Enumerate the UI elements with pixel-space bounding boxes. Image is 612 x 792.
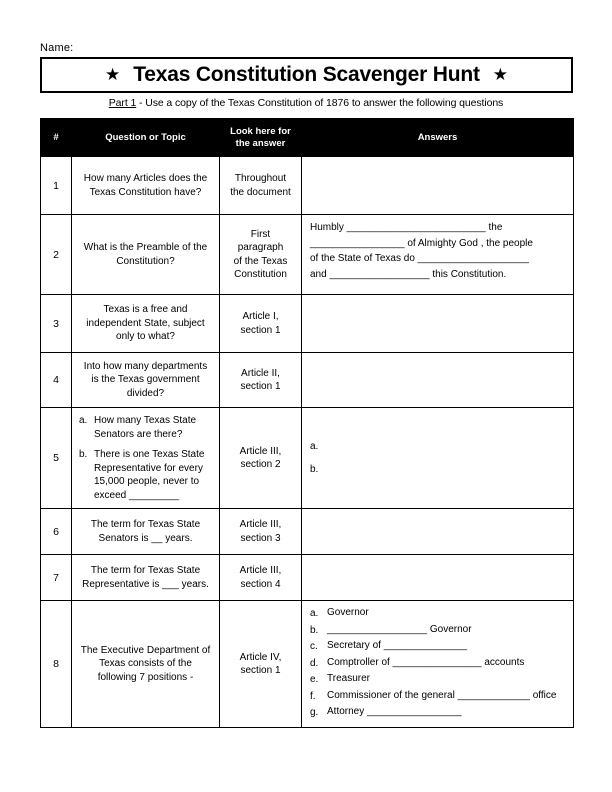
list-marker: d. [310, 657, 319, 669]
table-row [41, 601, 574, 728]
row-location: Article II, section 1 [220, 353, 302, 408]
row-answer-field[interactable] [302, 295, 574, 353]
question-sublist [79, 414, 214, 502]
row-number: 3 [41, 295, 72, 353]
table-body [41, 157, 574, 728]
row-answer-field[interactable] [302, 509, 574, 555]
list-marker: b. [79, 449, 88, 460]
row-location: Throughout the document [220, 157, 302, 215]
list-marker: f. [310, 690, 316, 702]
list-text: Governor [327, 607, 369, 618]
answer-sublist-item[interactable] [310, 462, 565, 478]
page-title: Texas Constitution Scavenger Hunt [133, 63, 480, 86]
answer-sublist-item[interactable] [310, 672, 565, 688]
table-row [41, 157, 574, 215]
row-question: The term for Texas State Senators is __ years. [72, 509, 220, 555]
answer-sublist [310, 439, 565, 477]
name-label: Name: [40, 42, 74, 54]
answer-line: of the State of Texas do ____________________ [310, 253, 529, 264]
answer-sublist-item[interactable] [310, 656, 565, 672]
row-number: 5 [41, 408, 72, 509]
answer-sublist-item[interactable] [310, 439, 565, 455]
answer-line: Humbly _________________________ the [310, 222, 503, 233]
row-question: How many Articles does the Texas Constitution have? [72, 157, 220, 215]
row-location: Article IV, section 1 [220, 601, 302, 728]
column-header-question: Question or Topic [72, 119, 220, 157]
answer-line: _________________ of Almighty God , the people [310, 237, 533, 249]
row-question: The Executive Department of Texas consists of the following 7 positions - [72, 601, 220, 728]
row-answer-field[interactable] [302, 601, 574, 728]
row-answer-field[interactable] [302, 353, 574, 408]
column-header-location: Look here for the answer [220, 119, 302, 157]
question-sublist-item [79, 414, 214, 441]
list-marker: a. [310, 441, 319, 452]
answer-line: and __________________ this Constitution. [310, 268, 507, 280]
list-text: Secretary of _______________ [327, 640, 468, 651]
answer-sublist-item[interactable] [310, 606, 565, 622]
list-marker: g. [310, 707, 319, 718]
table-header-row [41, 119, 574, 157]
row-question: Texas is a free and independent State, subject only to what? [72, 295, 220, 353]
answer-sublist-item[interactable] [310, 639, 565, 655]
row-number: 1 [41, 157, 72, 215]
row-question: What is the Preamble of the Constitution? [72, 215, 220, 295]
table-row [41, 295, 574, 353]
list-marker: c. [310, 641, 318, 652]
row-location: Article III, section 4 [220, 555, 302, 601]
table-row [41, 353, 574, 408]
row-number: 8 [41, 601, 72, 728]
part-label: Part 1 [108, 97, 137, 109]
star-icon-right: ★ [492, 64, 509, 84]
row-location: Article I, section 1 [220, 295, 302, 353]
row-question [72, 408, 220, 509]
star-icon-left: ★ [104, 64, 121, 84]
table-row [41, 408, 574, 509]
list-marker: b. [310, 624, 319, 636]
list-text: There is one Texas State Representative for every 15,000 people, never to exceed _________ [94, 449, 205, 501]
list-marker: a. [79, 415, 88, 426]
list-text: Attorney _________________ [327, 706, 462, 717]
answer-sublist [310, 606, 565, 721]
question-sublist-item [79, 448, 214, 502]
row-location: Article III, section 2 [220, 408, 302, 509]
list-marker: b. [310, 463, 319, 475]
instructions-line [0, 97, 612, 109]
instructions-text: - Use a copy of the Texas Constitution of 1876 to answer the following questions [136, 97, 504, 109]
column-header-number: # [41, 119, 72, 157]
row-number: 6 [41, 509, 72, 555]
table-row [41, 509, 574, 555]
answer-sublist-item[interactable] [310, 623, 565, 639]
table-header [41, 119, 574, 157]
row-number: 4 [41, 353, 72, 408]
list-text: __________________ Governor [327, 623, 472, 635]
list-text: Commissioner of the general _____________ office [327, 689, 557, 701]
row-answer-field[interactable] [302, 215, 574, 295]
row-question: Into how many departments is the Texas government divided? [72, 353, 220, 408]
table-row [41, 555, 574, 601]
list-marker: a. [310, 608, 319, 619]
row-answer-field[interactable] [302, 157, 574, 215]
scavenger-hunt-table [40, 118, 574, 728]
answer-sublist-item[interactable] [310, 689, 565, 705]
list-text: Treasurer [327, 673, 370, 684]
row-location: Article III, section 3 [220, 509, 302, 555]
column-header-answers: Answers [302, 119, 574, 157]
list-text: Comptroller of ________________ accounts [327, 656, 525, 668]
row-answer-field[interactable] [302, 408, 574, 509]
answer-sublist-item[interactable] [310, 705, 565, 721]
title-box [40, 57, 573, 93]
row-answer-field[interactable] [302, 555, 574, 601]
list-marker: e. [310, 674, 319, 685]
row-number: 7 [41, 555, 72, 601]
row-number: 2 [41, 215, 72, 295]
row-location: First paragraph of the Texas Constitution [220, 215, 302, 295]
list-text: How many Texas State Senators are there? [94, 415, 197, 440]
table-row [41, 215, 574, 295]
row-question: The term for Texas State Representative is ___ years. [72, 555, 220, 601]
title-inner [105, 63, 508, 87]
